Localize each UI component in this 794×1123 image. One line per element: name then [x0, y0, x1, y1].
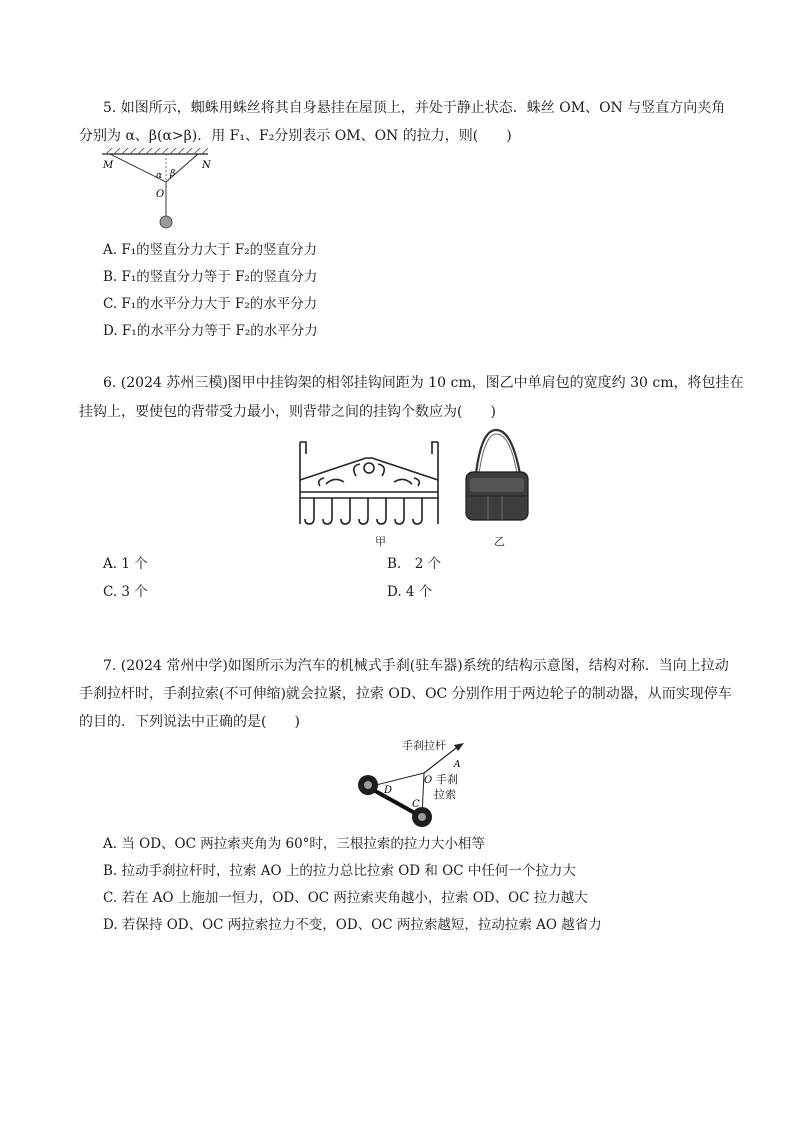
- q7-stem-line3: 的目的．下列说法中正确的是( ): [79, 714, 300, 730]
- label-o: O: [156, 189, 165, 200]
- label-beta: β: [170, 169, 176, 179]
- label-a: A: [454, 760, 461, 770]
- q6-option-c: C. 3 个: [103, 584, 148, 600]
- q6-stem-line1: 6. (2024 苏州三模)图甲中挂钩架的相邻挂钩间距为 10 cm，图乙中单肩包的宽度约 30 cm，将包挂在: [103, 375, 744, 391]
- q6-stem-line2: 挂钩上，要使包的背带受力最小，则背带之间的挂钩个数应为( ): [79, 404, 496, 420]
- q6-option-b: B. 2 个: [387, 556, 442, 572]
- q7-stem-line2: 手刹拉杆时，手刹拉索(不可伸缩)就会拉紧，拉索 OD、OC 分别作用于两边轮子的制动器，从而实现停车: [79, 686, 732, 702]
- q5-option-c: C. F₁的水平分力大于 F₂的水平分力: [103, 296, 318, 312]
- q5-stem-line1: 5. 如图所示，蜘蛛用蛛丝将其自身悬挂在屋顶上，并处于静止状态．蛛丝 OM、ON 与竖直方向夹角: [103, 100, 726, 116]
- q6-option-d: D. 4 个: [387, 584, 433, 600]
- label-d: D: [384, 785, 393, 796]
- q5-option-a: A. F₁的竖直分力大于 F₂的竖直分力: [103, 242, 318, 258]
- label-cable-line1: 手刹: [436, 773, 458, 786]
- label-m: M: [103, 160, 114, 171]
- q6-option-a: A. 1 个: [103, 556, 148, 572]
- q5-stem-line2: 分别为 α、β(α>β)．用 F₁、F₂分别表示 OM、ON 的拉力，则( ): [79, 128, 512, 144]
- q7-option-b: B. 拉动手刹拉杆时，拉索 AO 上的拉力总比拉索 OD 和 OC 中任何一个拉力大: [103, 863, 576, 879]
- q7-option-d: D. 若保持 OD、OC 两拉索拉力不变，OD、OC 两拉索越短，拉动拉索 AO 越省力: [103, 917, 602, 933]
- label-o: O: [424, 775, 433, 786]
- q5-option-d: D. F₁的水平分力等于 F₂的水平分力: [103, 323, 318, 339]
- q5-option-b: B. F₁的竖直分力等于 F₂的竖直分力: [103, 269, 318, 285]
- label-c: C: [412, 799, 420, 810]
- figure-label-yi: 乙: [494, 535, 505, 548]
- label-cable-line2: 拉索: [434, 788, 456, 801]
- q7-option-a: A. 当 OD、OC 两拉索夹角为 60°时，三根拉索的拉力大小相等: [103, 836, 485, 852]
- label-handbrake-lever: 手刹拉杆: [402, 739, 446, 752]
- label-n: N: [202, 160, 211, 171]
- label-alpha: α: [156, 171, 163, 181]
- q7-stem-line1: 7. (2024 常州中学)如图所示为汽车的机械式手刹(驻车器)系统的结构示意图，结构对称．当向上拉动: [103, 658, 729, 674]
- figure-label-jia: 甲: [375, 535, 386, 548]
- q7-option-c: C. 若在 AO 上施加一恒力，OD、OC 两拉索夹角越小，拉索 OD、OC 拉力越大: [103, 890, 588, 906]
